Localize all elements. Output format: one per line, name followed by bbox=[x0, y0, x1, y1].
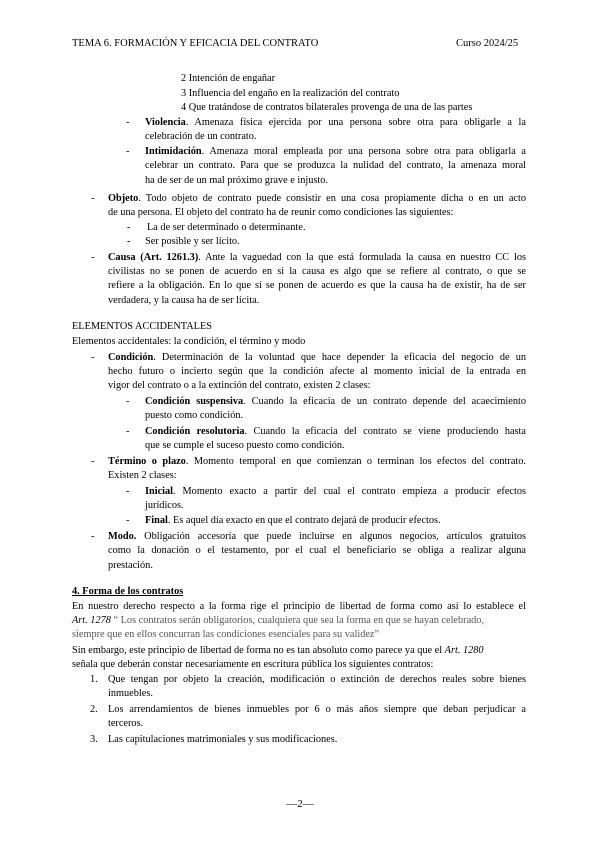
inicial-line-1 bbox=[145, 485, 526, 499]
list-item-2-line-2: terceros. bbox=[108, 718, 144, 729]
resolutoria-line-2: que se cumple el suceso puesto como condición. bbox=[145, 440, 345, 451]
header-course: Curso 2024/25 bbox=[456, 38, 519, 49]
bullet-dash: - bbox=[126, 117, 130, 128]
resolutoria-line-1 bbox=[145, 425, 526, 439]
bullet-dash: - bbox=[127, 222, 131, 233]
objeto-term: Objeto bbox=[108, 193, 139, 204]
accidentales-heading: ELEMENTOS ACCIDENTALES bbox=[72, 321, 212, 332]
bullet-dash: - bbox=[91, 531, 95, 542]
violencia-term: Violencia bbox=[145, 117, 186, 128]
engano-item-3: 3 Influencia del engaño en la realización del contrato bbox=[181, 88, 400, 99]
violencia-line-2: celebración de un contrato. bbox=[145, 131, 257, 142]
objeto-item-1: La de ser determinado o determinante. bbox=[147, 222, 306, 233]
inicial-line-2: jurídicos. bbox=[145, 500, 184, 511]
violencia-text-1: . Amenaza física ejercida por una persona sobre otra para obligarle a la bbox=[185, 117, 526, 128]
forma-heading: 4. Forma de los contratos bbox=[72, 586, 184, 597]
forma-p1-line-1: En nuestro derecho respecto a la forma rige el principio de libertad de forma como así lo establece el bbox=[72, 601, 526, 612]
bullet-dash: - bbox=[126, 146, 130, 157]
engano-item-2: 2 Intención de engañar bbox=[181, 73, 276, 84]
modo-line-2: como la donación o el testamento, por el cual el beneficiario se obliga a realizar alguna bbox=[108, 545, 526, 556]
suspensiva-term: Condición suspensiva bbox=[145, 396, 244, 407]
violencia-line-1 bbox=[145, 116, 526, 130]
condicion-text-1: . Determinación de la voluntad que hace depender la eficacia del negocio de un bbox=[153, 352, 526, 363]
final-line bbox=[145, 514, 441, 528]
bullet-dash: - bbox=[126, 426, 130, 437]
suspensiva-line-1 bbox=[145, 395, 526, 409]
causa-line-3: refiere a la obligación. En lo que sí se ponen de acuerdo es que la causa ha de existir, ha de ser bbox=[108, 280, 526, 291]
intimidacion-line-2: celebrar un contrato. Para que se produzca la nulidad del contrato, la amenaza moral bbox=[145, 160, 526, 171]
objeto-item-2: Ser posible y ser lícito. bbox=[145, 236, 240, 247]
causa-text-1: . Ante la vaguedad con la que está formulada la causa en nuestro CC los bbox=[198, 252, 526, 263]
forma-p1-line-2 bbox=[72, 614, 484, 628]
condicion-line-2: hecho futuro o incierto según que la condición afecte al momento inicial de la entrada en bbox=[108, 366, 526, 377]
suspensiva-text-1: . Cuando la eficacia de un contrato depende del acaecimiento bbox=[243, 396, 526, 407]
causa-line-4: verdadera, y la causa ha de ser lícita. bbox=[108, 295, 260, 306]
bullet-dash: - bbox=[126, 486, 130, 497]
resolutoria-text-1: . Cuando la eficacia del contrato se viene produciendo hasta bbox=[244, 426, 526, 437]
final-term: Final bbox=[145, 515, 168, 526]
condicion-line-1 bbox=[108, 351, 526, 365]
bullet-dash: - bbox=[126, 396, 130, 407]
bullet-dash: - bbox=[91, 352, 95, 363]
page-number: —2— bbox=[286, 798, 314, 810]
inicial-term: Inicial bbox=[145, 486, 174, 497]
list-number: 2. bbox=[90, 704, 98, 715]
list-number: 1. bbox=[90, 674, 98, 685]
engano-item-4: 4 Que tratándose de contratos bilaterales provenga de una de las partes bbox=[181, 102, 473, 113]
causa-line-2: civilistas no se ponen de acuerdo en si la causa es algo que se refiere al contrato, o que se bbox=[108, 266, 526, 277]
termino-text-1: . Momento temporal en que comienzan o terminan los efectos del contrato. bbox=[185, 456, 526, 467]
causa-line-1 bbox=[108, 251, 526, 265]
intimidacion-text-1: . Amenaza moral empleada por una persona sobre otra para obligarla a bbox=[201, 146, 526, 157]
header-title: TEMA 6. FORMACIÓN Y EFICACIA DEL CONTRATO bbox=[72, 38, 319, 49]
termino-line-1 bbox=[108, 455, 526, 469]
termino-line-2: Existen 2 clases: bbox=[108, 470, 177, 481]
list-item-1-line-2: inmuebles. bbox=[108, 688, 153, 699]
modo-line-3: prestación. bbox=[108, 560, 153, 571]
objeto-line-1 bbox=[108, 192, 526, 206]
list-item-3-line-1: Las capitulaciones matrimoniales y sus modificaciones. bbox=[108, 734, 338, 745]
list-item-1-line-1: Que tengan por objeto la creación, modificación o extinción de derechos reales sobre bienes bbox=[108, 674, 526, 685]
list-number: 3. bbox=[90, 734, 98, 745]
modo-text-1: Obligación accesoria que puede incluirse en algunos negocios, artículos gratuitos bbox=[136, 531, 526, 542]
quote-line-2: siempre que en ellos concurran las condiciones esenciales para su validez” bbox=[72, 629, 380, 640]
bullet-dash: - bbox=[126, 515, 130, 526]
condicion-term: Condición bbox=[108, 352, 154, 363]
art-1280: Art. 1280 bbox=[444, 645, 484, 656]
list-item-2-line-1: Los arrendamientos de bienes inmuebles por 6 o más años siempre que deban perjudicar a bbox=[108, 704, 526, 715]
condicion-line-3: vigor del contrato o a la extinción del contrato, existen 2 clases: bbox=[108, 380, 371, 391]
modo-line-1 bbox=[108, 530, 526, 544]
termino-term: Término o plazo bbox=[108, 456, 186, 467]
quote-line-1: “ Los contratos serán obligatorios, cualquiera que sea la forma en que se hayan celebrado, bbox=[110, 615, 485, 626]
bullet-dash: - bbox=[127, 236, 131, 247]
intimidacion-term: Intimidación bbox=[145, 146, 202, 157]
bullet-dash: - bbox=[91, 252, 95, 263]
accidentales-intro: Elementos accidentales: la condición, el término y modo bbox=[72, 336, 306, 347]
forma-p2-text: Sin embargo, este principio de libertad de forma no es tan absoluto como parece ya que el bbox=[72, 645, 445, 656]
objeto-text-1: . Todo objeto de contrato puede consistir en una cosa propiamente dicha o en un acto bbox=[138, 193, 526, 204]
objeto-line-2: de una persona. El objeto del contrato ha de reunir como condiciones las siguientes: bbox=[108, 207, 454, 218]
bullet-dash: - bbox=[91, 193, 95, 204]
intimidacion-line-1 bbox=[145, 145, 526, 159]
intimidacion-line-3: ha de ser de un mal próximo grave e injusto. bbox=[145, 175, 329, 186]
forma-p2-line-2: señala que deberán constar necesariamente en escritura pública los siguientes contratos: bbox=[72, 659, 434, 670]
causa-term: Causa (Art. 1261.3) bbox=[108, 252, 199, 263]
modo-term: Modo. bbox=[108, 531, 137, 542]
inicial-text-1: . Momento exacto a partir del cual el contrato empieza a producir efectos bbox=[173, 486, 526, 497]
bullet-dash: - bbox=[91, 456, 95, 467]
final-text: . Es aquel día exacto en que el contrato dejará de producir efectos. bbox=[167, 515, 441, 526]
resolutoria-term: Condición resolutoria bbox=[145, 426, 245, 437]
suspensiva-line-2: puesto como condición. bbox=[145, 410, 244, 421]
forma-p2-line-1 bbox=[72, 644, 484, 658]
art-1278: Art. 1278 bbox=[72, 615, 111, 626]
